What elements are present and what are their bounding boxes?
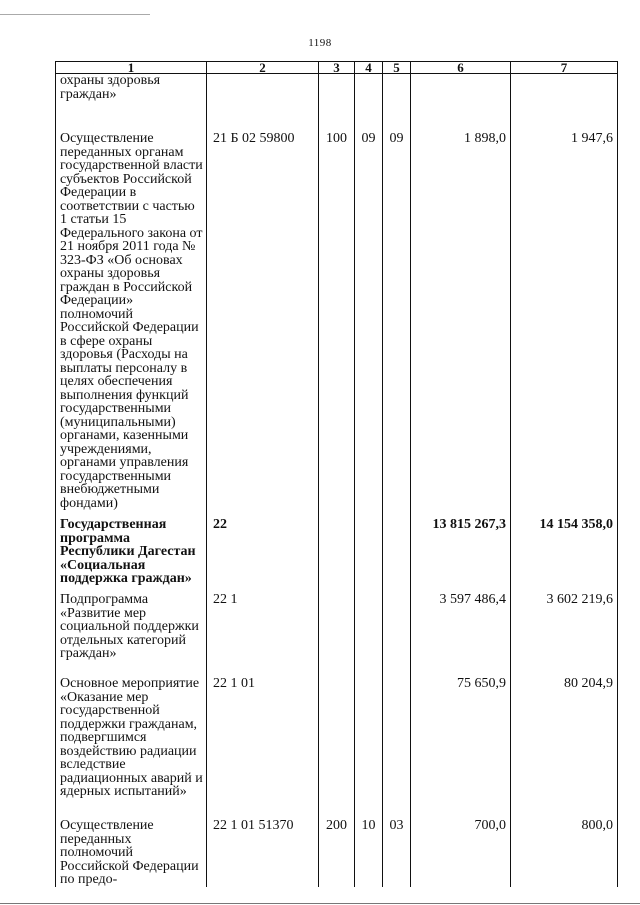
row-value-7: 80 204,9 bbox=[511, 671, 618, 813]
row-code: 22 1 01 51370 bbox=[207, 813, 319, 887]
row-col5 bbox=[383, 589, 411, 671]
row-col3 bbox=[319, 512, 355, 589]
row-col4 bbox=[355, 512, 383, 589]
row-col4: 09 bbox=[355, 106, 383, 512]
row-code: 22 1 bbox=[207, 589, 319, 671]
row-col3 bbox=[319, 589, 355, 671]
column-header: 2 bbox=[207, 62, 319, 74]
column-header: 3 bbox=[319, 62, 355, 74]
row-code: 21 Б 02 59800 bbox=[207, 106, 319, 512]
row-col3: 100 bbox=[319, 106, 355, 512]
column-header: 1 bbox=[56, 62, 207, 74]
row-value-7: 3 602 219,6 bbox=[511, 589, 618, 671]
table-row bbox=[56, 74, 618, 107]
row-name: охраны здоровья граждан» bbox=[56, 74, 207, 107]
row-col5 bbox=[383, 512, 411, 589]
scan-edge-line bbox=[0, 14, 150, 15]
row-code: 22 1 01 bbox=[207, 671, 319, 813]
row-value-6 bbox=[411, 74, 511, 107]
row-value-6: 13 815 267,3 bbox=[411, 512, 511, 589]
table-row bbox=[56, 106, 618, 512]
row-col3 bbox=[319, 671, 355, 813]
row-name: Государственная программа Республики Дагестан «Социальная поддержка граждан» bbox=[56, 512, 207, 589]
row-col3: 200 bbox=[319, 813, 355, 887]
column-header: 6 bbox=[411, 62, 511, 74]
row-col5: 03 bbox=[383, 813, 411, 887]
column-header: 5 bbox=[383, 62, 411, 74]
budget-table bbox=[55, 61, 618, 887]
row-col4: 10 bbox=[355, 813, 383, 887]
column-header: 7 bbox=[511, 62, 618, 74]
row-col4 bbox=[355, 74, 383, 107]
row-col4 bbox=[355, 671, 383, 813]
row-value-6: 700,0 bbox=[411, 813, 511, 887]
column-header: 4 bbox=[355, 62, 383, 74]
row-col3 bbox=[319, 74, 355, 107]
row-code bbox=[207, 74, 319, 107]
row-value-7 bbox=[511, 74, 618, 107]
row-col5 bbox=[383, 74, 411, 107]
row-name: Осуществление переданных полномочий Российской Федерации по предо- bbox=[56, 813, 207, 887]
row-value-7: 1 947,6 bbox=[511, 106, 618, 512]
row-name: Подпрограмма «Развитие мер социальной поддержки отдельных категорий граждан» bbox=[56, 589, 207, 671]
table-header-row bbox=[56, 62, 618, 74]
row-value-6: 3 597 486,4 bbox=[411, 589, 511, 671]
row-value-7: 14 154 358,0 bbox=[511, 512, 618, 589]
table-row bbox=[56, 813, 618, 887]
row-name: Основное мероприятие «Оказание мер государственной поддержки гражданам, подвергшимся воздействию радиации вследствие радиационных аварий и ядерных испытаний» bbox=[56, 671, 207, 813]
table-row bbox=[56, 671, 618, 813]
row-col5: 09 bbox=[383, 106, 411, 512]
table-row bbox=[56, 589, 618, 671]
row-col4 bbox=[355, 589, 383, 671]
table-row bbox=[56, 512, 618, 589]
scan-bottom-edge bbox=[0, 903, 640, 904]
row-value-6: 1 898,0 bbox=[411, 106, 511, 512]
row-name: Осуществление переданных органам государственной власти субъектов Российской Федерации в соответствии с частью 1 статьи 15 Федерального закона от 21 ноября 2011 года № 323-ФЗ «Об основах охраны здоровья граждан в Российской Федерации» полномочий Российской Федерации в сфере охраны здоровья (Расходы на выплаты персоналу в целях обеспечения выполнения функций государственными (муниципальными) органами, казенными учреждениями, органами управления государственными внебюджетными фондами) bbox=[56, 106, 207, 512]
page-number: 1198 bbox=[308, 37, 332, 49]
row-code: 22 bbox=[207, 512, 319, 589]
row-col5 bbox=[383, 671, 411, 813]
row-value-7: 800,0 bbox=[511, 813, 618, 887]
row-value-6: 75 650,9 bbox=[411, 671, 511, 813]
